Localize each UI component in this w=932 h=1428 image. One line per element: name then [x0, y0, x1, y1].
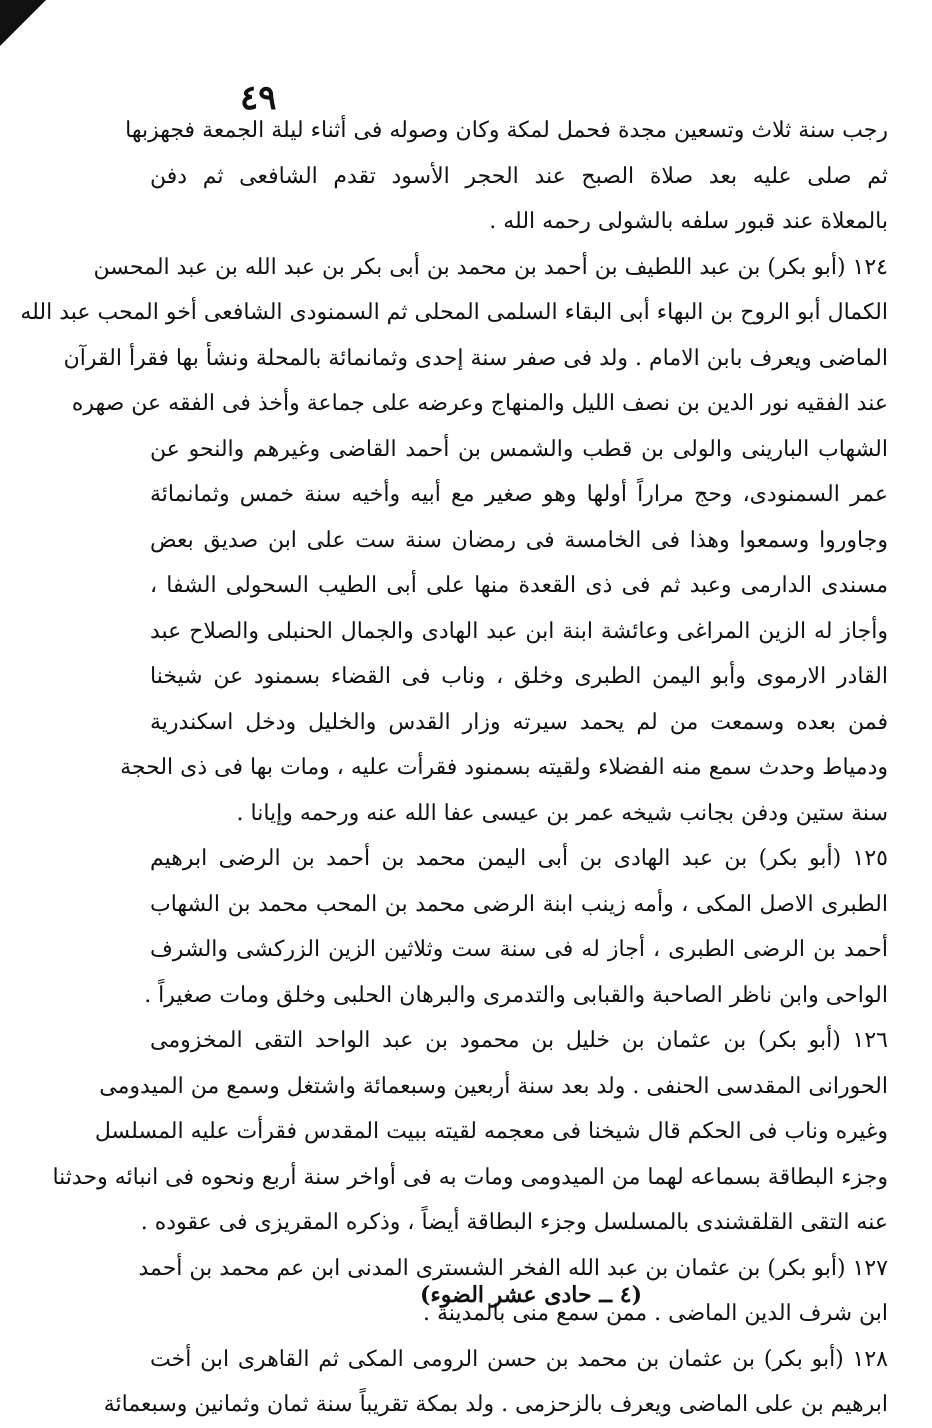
corner-mark	[0, 0, 46, 46]
body-text	[20, 108, 888, 1428]
text-line: القادر الارموى وأبو اليمن الطبرى وخلق ، وناب فى القضاء بسمنود عن شيخنا	[150, 664, 888, 689]
text-line: وجاوروا وسمعوا وهذا فى الخامسة فى رمضان سنة ست على ابن صديق بعض	[150, 527, 888, 553]
text-line: ودمياط وحدث سمع منه الفضلاء ولقيته بسمنود فقرأت عليه ، ومات بها فى ذى الحجة	[120, 755, 888, 780]
text-line: بالمعلاة عند قبور سلفه بالشولى رحمه الله .	[489, 209, 888, 234]
text-line: ١٢٧ (أبو بكر) بن عثمان بن عبد الله الفخر الشسترى المدنى ابن عم محمد بن أحمد	[138, 1255, 888, 1281]
text-line: الكمال أبو الروح بن البهاء أبى البقاء السلمى المحلى ثم السمنودى الشافعى أخو المحب عبد الله	[20, 300, 888, 325]
text-line: مسندى الدارمى وعبد ثم فى ذى القعدة منها على أبى الطيب السحولى الشفا ،	[150, 573, 888, 598]
text-line: ١٢٦ (أبو بكر) بن عثمان بن خليل بن محمود بن عبد الواحد التقى المخزومى	[150, 1028, 888, 1053]
text-line: عند الفقيه نور الدين بن نصف الليل والمنهاج وعرضه على جماعة وأخذ فى الفقه عن صهره	[71, 391, 888, 416]
text-line: ١٢٨ (أبو بكر) بن عثمان بن محمد بن حسن الرومى المكى ثم القاهرى ابن أخت	[150, 1346, 888, 1372]
text-line: رجب سنة ثلاث وتسعين مجدة فحمل لمكة وكان وصوله فى أثناء ليلة الجمعة فجهزبها	[125, 118, 888, 143]
text-line: الماضى ويعرف بابن الامام . ولد فى صفر سنة إحدى وثمانمائة بالمحلة ونشأ بها فقرأ القرآن	[63, 345, 888, 371]
text-line: الشهاب البارينى والولى بن قطب والشمس بن أحمد القاضى وغيرهم والنحو عن	[150, 436, 888, 462]
text-line: الطبرى الاصل المكى ، وأمه زينب ابنة الرضى محمد بن المحب محمد بن الشهاب	[150, 891, 888, 917]
text-line: وجزء البطاقة بسماعه لهما من الميدومى ومات به فى أواخر سنة أربع ونحوه فى انبائه وحدثنا	[52, 1164, 888, 1190]
text-line: فمن بعده وسمعت من لم يحمد سيرته وزار القدس والخليل ودخل اسكندرية	[150, 709, 888, 735]
text-line: ابرهيم بن على الماضى ويعرف بالزحزمى . ولد بمكة تقريباً سنة ثمان وثمانين وسبعمائة	[103, 1392, 888, 1417]
text-line: ١٢٤ (أبو بكر) بن عبد اللطيف بن أحمد بن محمد بن أبى بكر بن عبد الله بن عبد المحسن	[93, 254, 888, 280]
text-line: عمر السمنودى، وحج مراراً أولها وهو صغير مع أبيه وأخيه سنة خمس وثمانمائة	[150, 482, 888, 507]
text-line: عنه التقى القلقشندى بالمسلسل وجزء البطاقة أيضاً ، وذكره المقريزى فى عقوده .	[140, 1210, 888, 1235]
text-line: سنة ستين ودفن بجانب شيخه عمر بن عيسى عفا الله عنه ورحمه وإيانا .	[236, 800, 888, 826]
text-line: أحمد بن الرضى الطبرى ، أجاز له فى سنة ست وثلاثين الزين الزركشى والشرف	[150, 937, 888, 962]
text-line: وغيره وناب فى الحكم قال شيخنا فى معجمه لقيته ببيت المقدس فقرأت عليه المسلسل	[94, 1119, 888, 1144]
text-line: الواحى وابن ناظر الصاحبة والقبابى والتدمرى والبرهان الحلبى وخلق ومات صغيراً .	[144, 982, 888, 1008]
text-line: ١٢٥ (أبو بكر) بن عبد الهادى بن أبى اليمن محمد بن أحمد بن الرضى ابرهيم	[150, 846, 888, 871]
text-line: ثم صلى عليه بعد صلاة الصبح عند الحجر الأسود تقدم الشافعى ثم دفن	[150, 163, 888, 189]
text-line: وأجاز له الزين المراغى وعائشة ابنة ابن عبد الهادى والجمال الحنبلى والصلاح عبد	[150, 618, 888, 644]
signature-mark: (٤ ــ حادى عشر الضوء)	[420, 1282, 643, 1308]
text-line: ابن شرف الدين الماضى . ممن سمع منى بالمدينة .	[423, 1301, 888, 1326]
text-line: الحورانى المقدسى الحنفى . ولد بعد سنة أربعين وسبعمائة واشتغل وسمع من الميدومى	[99, 1073, 888, 1099]
page-number: ٤٩	[240, 78, 277, 118]
